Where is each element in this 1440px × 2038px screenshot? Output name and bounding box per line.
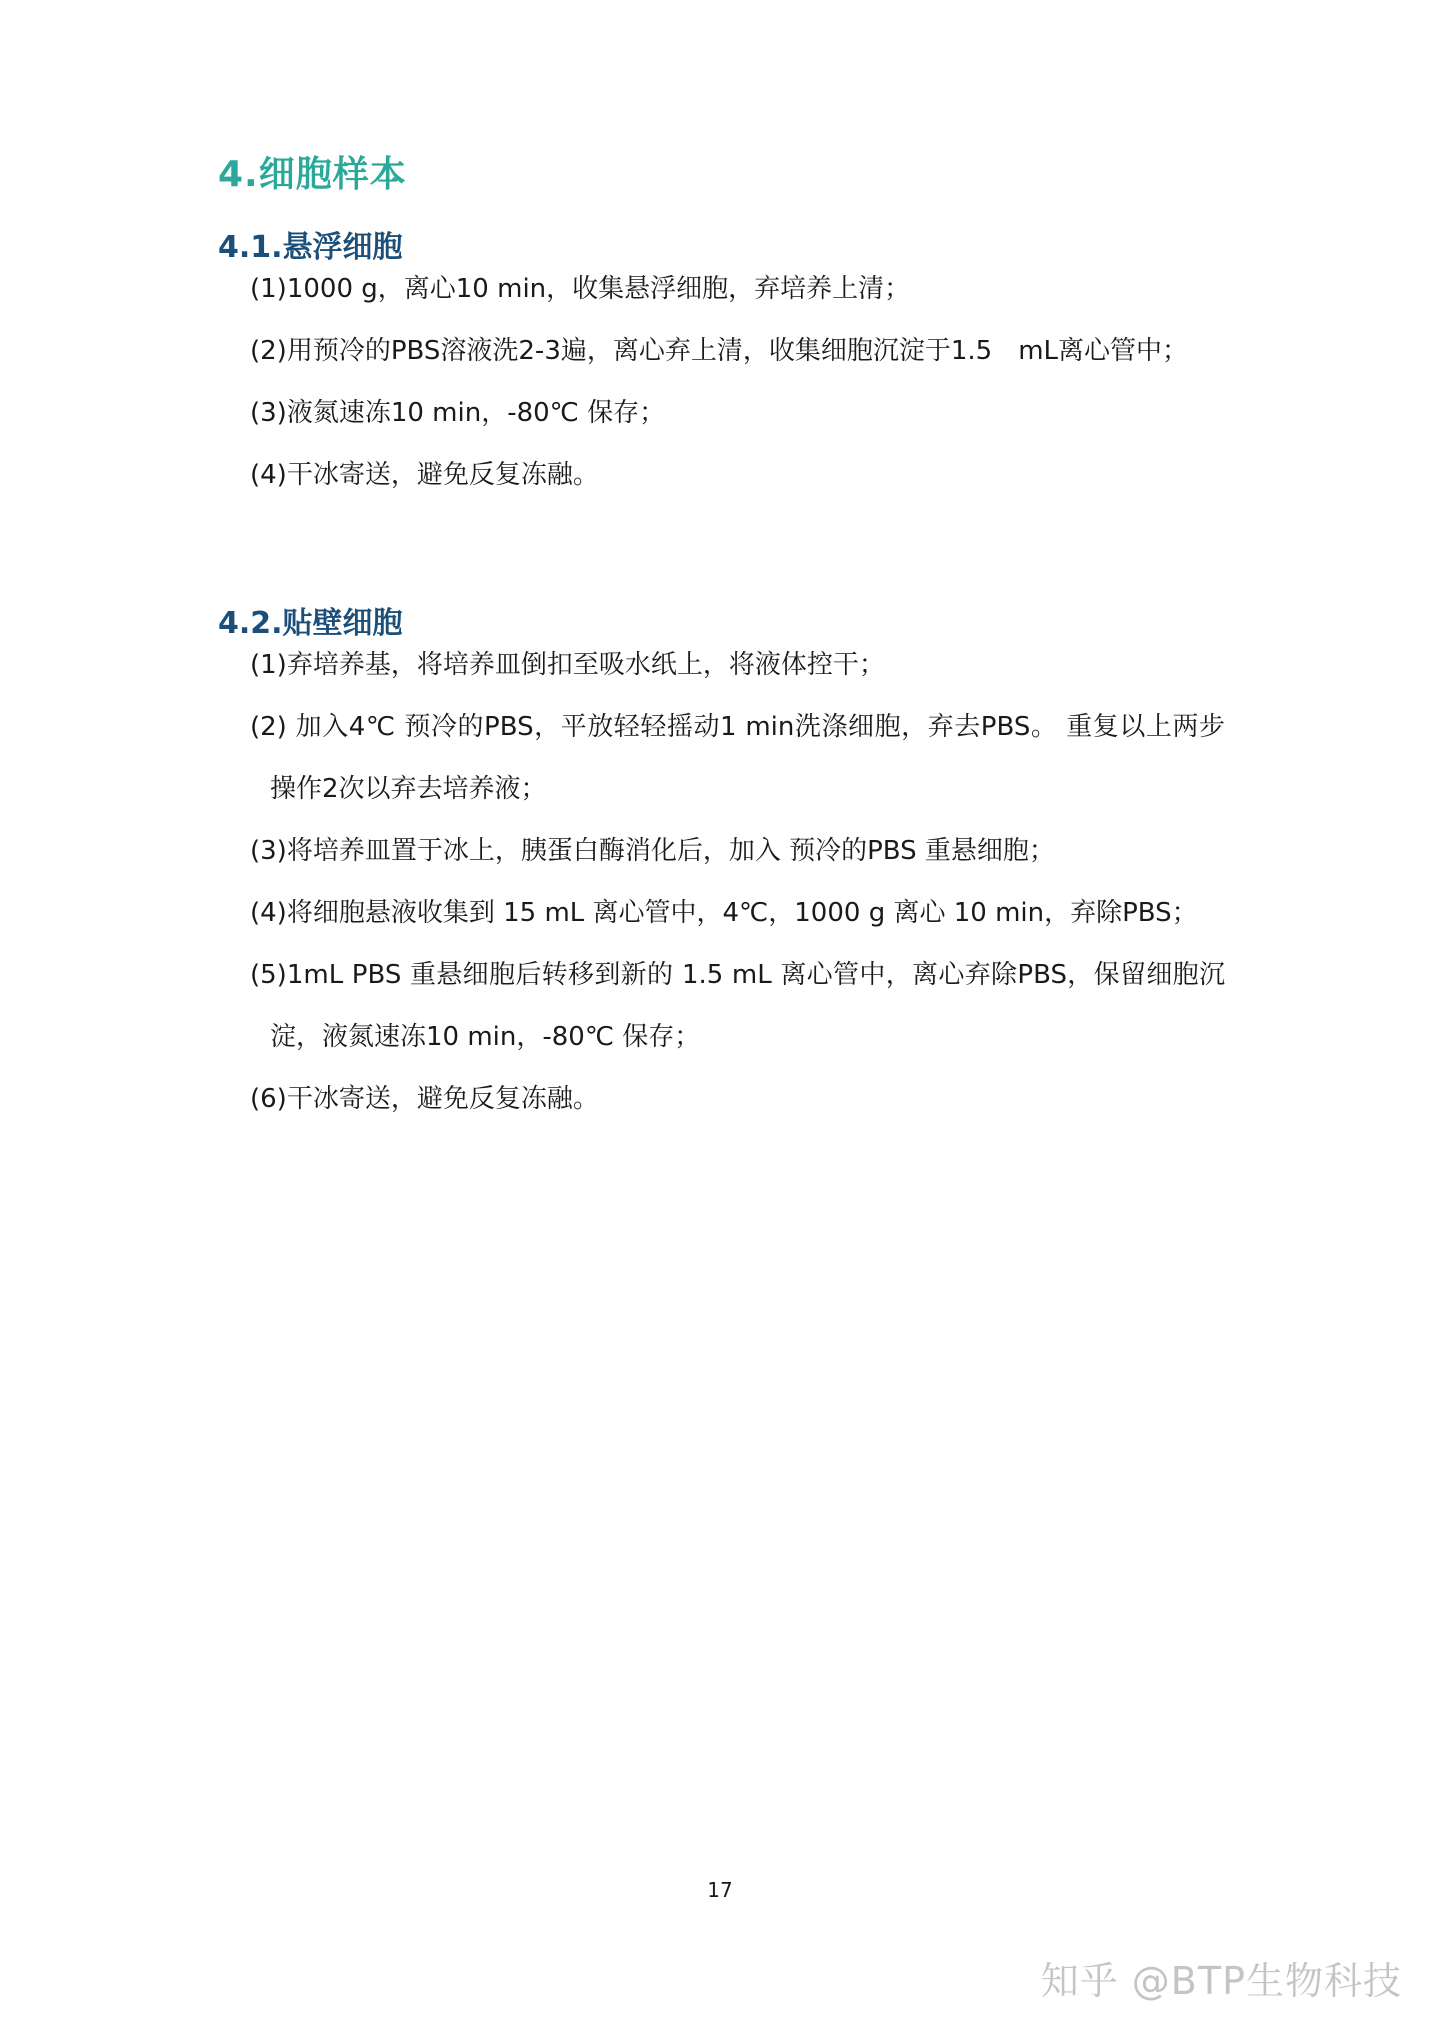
list-item: (1)弃培养基，将培养皿倒扣至吸水纸上，将液体控干； xyxy=(250,650,885,680)
list-item: (1)1000 g，离心10 min，收集悬浮细胞，弃培养上清； xyxy=(250,274,911,304)
list-item: (2) 加入4℃ 预冷的PBS，平放轻轻摇动1 min洗涤细胞，弃去PBS。 重复以上两步操作2次以弃去培养液； xyxy=(250,712,1225,804)
suspension-cells-steps xyxy=(250,258,1225,506)
watermark: 知乎 @BTP生物科技 xyxy=(1040,1959,1402,2003)
subsection-title-adherent-cells: 4.2.贴壁细胞 xyxy=(218,606,403,641)
list-item: (4)将细胞悬液收集到 15 mL 离心管中，4℃，1000 g 离心 10 min，弃除PBS； xyxy=(250,898,1198,928)
list-item: (2)用预冷的PBS溶液洗2-3遍，离心弃上清，收集细胞沉淀于1.5 mL离心管中； xyxy=(250,336,1189,366)
list-item: (5)1mL PBS 重悬细胞后转移到新的 1.5 mL 离心管中，离心弃除PBS，保留细胞沉淀，液氮速冻10 min，-80℃ 保存； xyxy=(250,960,1225,1052)
list-item: (4)干冰寄送，避免反复冻融。 xyxy=(250,460,599,490)
list-item: (3)液氮速冻10 min，-80℃ 保存； xyxy=(250,398,666,428)
adherent-cells-steps xyxy=(250,634,1225,1130)
section-heading: 4.细胞样本 xyxy=(218,154,407,195)
list-item: (6)干冰寄送，避免反复冻融。 xyxy=(250,1084,599,1114)
page-number: 17 xyxy=(707,1878,733,1902)
list-item: (3)将培养皿置于冰上，胰蛋白酶消化后，加入 预冷的PBS 重悬细胞； xyxy=(250,836,1055,866)
subsection-title-suspension-cells: 4.1.悬浮细胞 xyxy=(218,230,403,265)
